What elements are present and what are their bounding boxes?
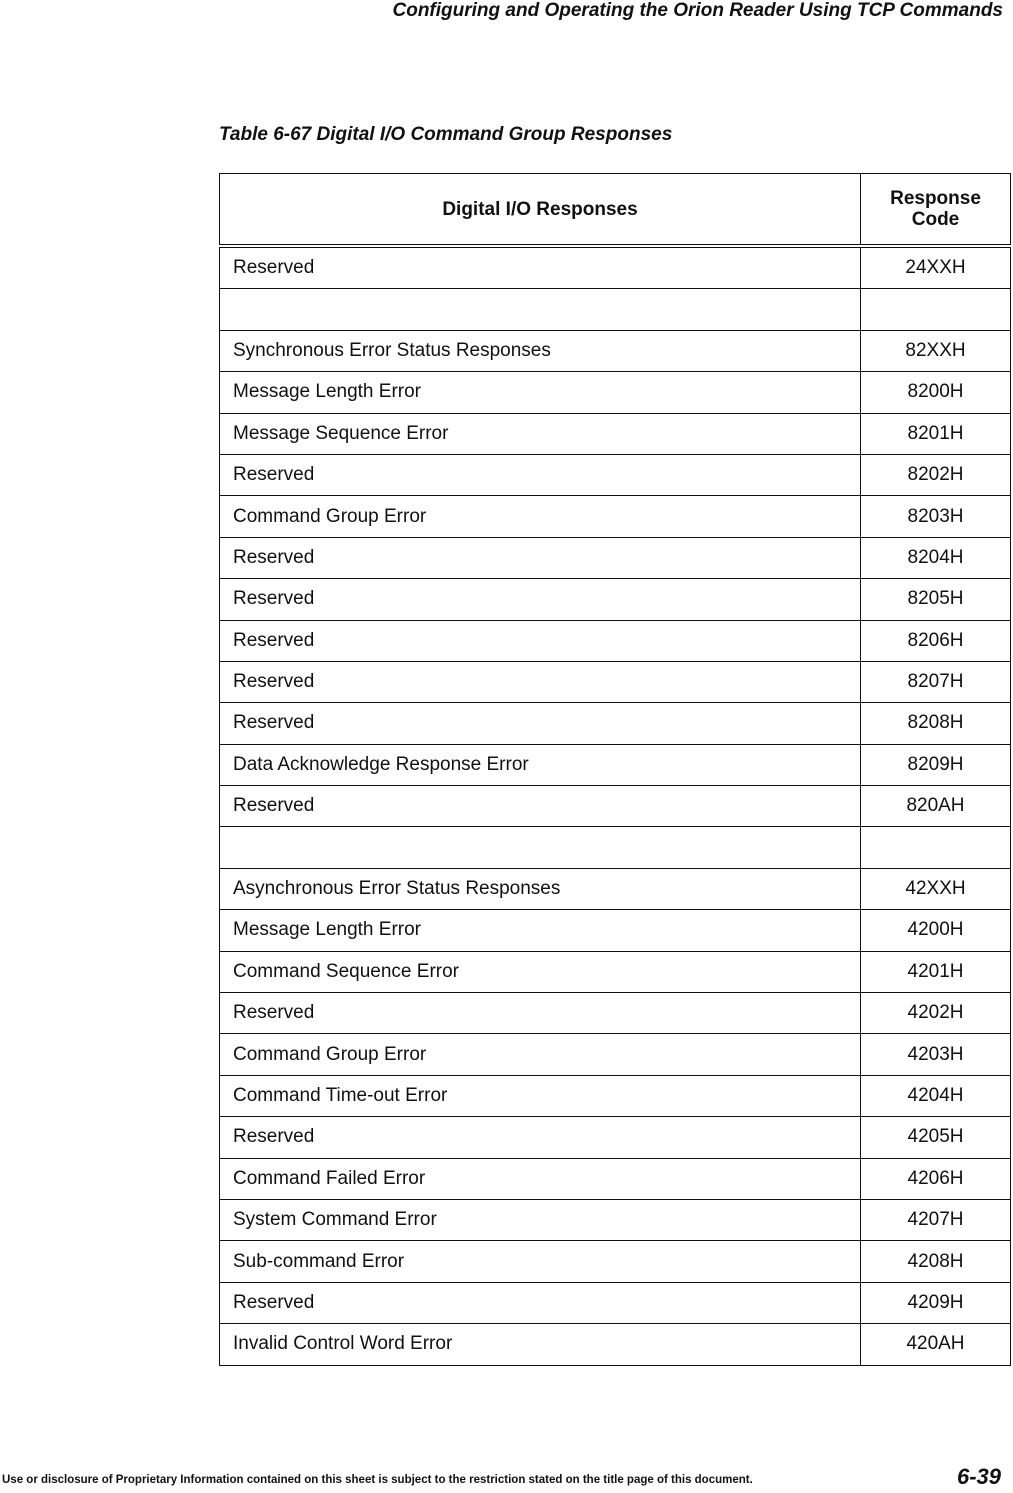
response-description: Reserved [220,703,861,744]
table-row [220,1282,1011,1323]
column-header-responses: Digital I/O Responses [220,174,861,247]
table-row [220,246,1011,289]
response-description: Reserved [220,786,861,827]
table-row [220,1199,1011,1240]
table-header-row [220,174,1011,247]
response-code-header-text: Response Code [890,188,981,230]
table-row [220,330,1011,371]
table-row [220,951,1011,992]
response-code: 4208H [861,1241,1011,1282]
table-row [220,1034,1011,1075]
running-header: Configuring and Operating the Orion Reader Using TCP Commands [392,0,1003,21]
response-description: Command Time-out Error [220,1075,861,1116]
response-code: 24XXH [861,246,1011,289]
response-description: Reserved [220,661,861,702]
column-header-response-code [861,174,1011,247]
response-code: 8207H [861,661,1011,702]
response-description: Command Sequence Error [220,951,861,992]
table-row [220,703,1011,744]
response-code: 8204H [861,537,1011,578]
response-code: 8200H [861,372,1011,413]
table-row [220,910,1011,951]
table-row [220,744,1011,785]
digital-io-responses-table [219,173,1011,1366]
table-row [220,579,1011,620]
response-description: Synchronous Error Status Responses [220,330,861,371]
response-code: 8203H [861,496,1011,537]
table-row [220,993,1011,1034]
response-code: 8208H [861,703,1011,744]
table-body [220,246,1011,1365]
table-row [220,372,1011,413]
response-description: Sub-command Error [220,1241,861,1282]
response-code: 8209H [861,744,1011,785]
response-description [220,289,861,330]
response-code: 8201H [861,413,1011,454]
response-code: 820AH [861,786,1011,827]
response-description: Data Acknowledge Response Error [220,744,861,785]
response-code: 42XXH [861,868,1011,909]
response-description: Message Length Error [220,910,861,951]
table-row [220,1158,1011,1199]
response-code: 8202H [861,454,1011,495]
table-row [220,496,1011,537]
response-code: 420AH [861,1324,1011,1365]
response-description: Reserved [220,454,861,495]
response-description: Reserved [220,579,861,620]
response-description: Reserved [220,993,861,1034]
response-description: Reserved [220,620,861,661]
response-description [220,827,861,868]
table-row [220,1075,1011,1116]
response-description: Reserved [220,537,861,578]
table-row [220,1241,1011,1282]
response-code [861,289,1011,330]
response-description: Reserved [220,246,861,289]
response-description: Invalid Control Word Error [220,1324,861,1365]
spacer-row [220,827,1011,868]
response-code [861,827,1011,868]
table-row [220,661,1011,702]
response-code: 4200H [861,910,1011,951]
response-description: Command Group Error [220,1034,861,1075]
response-description: Command Group Error [220,496,861,537]
response-description: System Command Error [220,1199,861,1240]
response-code: 8205H [861,579,1011,620]
response-code: 4209H [861,1282,1011,1323]
table-row [220,620,1011,661]
spacer-row [220,289,1011,330]
response-code: 4205H [861,1117,1011,1158]
response-description: Command Failed Error [220,1158,861,1199]
response-code: 4204H [861,1075,1011,1116]
response-code: 4206H [861,1158,1011,1199]
response-code: 4203H [861,1034,1011,1075]
table-caption: Table 6-67 Digital I/O Command Group Responses [219,124,673,145]
response-code: 4207H [861,1199,1011,1240]
table-row [220,413,1011,454]
response-description: Message Sequence Error [220,413,861,454]
response-code: 4202H [861,993,1011,1034]
response-description: Asynchronous Error Status Responses [220,868,861,909]
table-row [220,786,1011,827]
proprietary-notice: Use or disclosure of Proprietary Information contained on this sheet is subject to the restriction stated on the title page of this document. [2,1474,753,1486]
response-description: Reserved [220,1282,861,1323]
response-description: Message Length Error [220,372,861,413]
table-row [220,454,1011,495]
table-row [220,868,1011,909]
table-row [220,1324,1011,1365]
response-code: 82XXH [861,330,1011,371]
table-row [220,537,1011,578]
response-code: 4201H [861,951,1011,992]
response-description: Reserved [220,1117,861,1158]
table-row [220,1117,1011,1158]
page-number: 6-39 [956,1464,1001,1489]
response-code: 8206H [861,620,1011,661]
